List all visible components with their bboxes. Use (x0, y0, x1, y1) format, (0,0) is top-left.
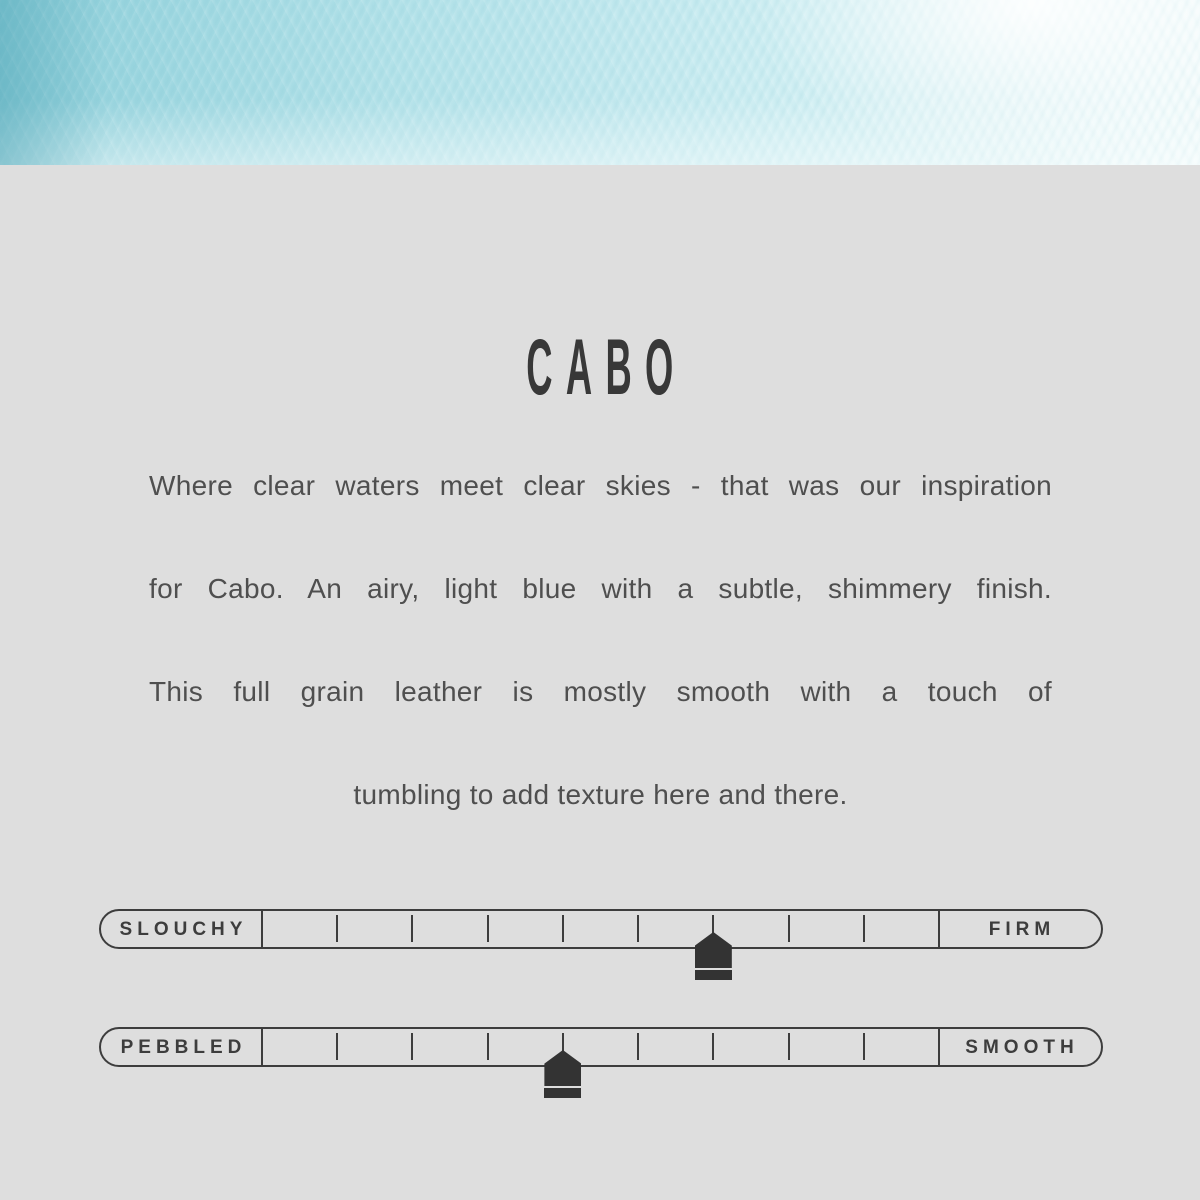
scale-marker-base (695, 970, 732, 980)
scale-right-label: FIRM (988, 919, 1056, 940)
tick-mark (637, 1033, 639, 1060)
tick-mark (788, 915, 790, 942)
tick-mark (336, 1033, 338, 1060)
tick-mark (336, 915, 338, 942)
tick-mark (562, 915, 564, 942)
scale-slouchy-firm (99, 909, 1103, 949)
tick-mark (863, 915, 865, 942)
tick-mark (487, 915, 489, 942)
page-title (0, 321, 1200, 413)
tick-mark (487, 1033, 489, 1060)
scale-pebbled-smooth (99, 1027, 1103, 1067)
tick-mark (411, 1033, 413, 1060)
scale-left-label: PEBBLED (120, 1037, 247, 1058)
description-line-1: Where clear waters meet clear skies - that was our inspiration (149, 470, 1052, 501)
tick-mark (863, 1033, 865, 1060)
description-line-4: tumbling to add texture here and there. (353, 779, 848, 810)
scale-left-label: SLOUCHY (119, 919, 248, 940)
description (149, 420, 1052, 860)
tick-mark (712, 1033, 714, 1060)
scale-right-label: SMOOTH (965, 1037, 1079, 1058)
scale-marker-head (544, 1050, 581, 1086)
tick-mark (788, 1033, 790, 1060)
tick-mark (637, 915, 639, 942)
scale-divider-left (261, 911, 263, 947)
scale-marker-head (695, 932, 732, 968)
description-line-3: This full grain leather is mostly smooth with a touch of (149, 676, 1052, 707)
description-line-2: for Cabo. An airy, light blue with a subtle, shimmery finish. (149, 573, 1052, 604)
scale-marker-base (544, 1088, 581, 1098)
page-title-text: CABO (526, 321, 687, 411)
scale-divider-left (261, 1029, 263, 1065)
leather-photo (0, 0, 1200, 165)
tick-mark (411, 915, 413, 942)
